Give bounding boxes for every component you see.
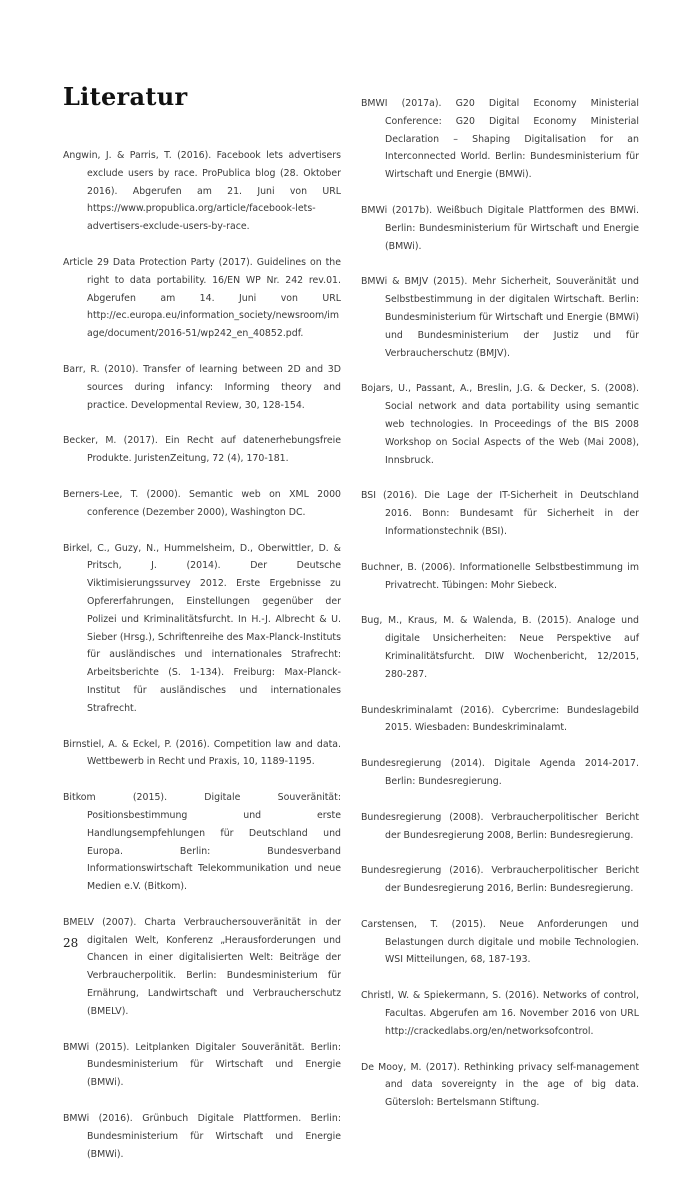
reference-entry: BSI (2016). Die Lage der IT-Sicherheit in Deutschland 2016. Bonn: Bundesamt für Sicherheit in der Informationstechnik (BSI). [361, 490, 639, 537]
reference-entry: Angwin, J. & Parris, T. (2016). Facebook lets advertisers exclude users by race. ProPublica blog (28. Oktober 2016). Abgerufen am 21. Juni von URL https://www.propublica.org/article/facebook-lets-advertisers-exclude-users-by-race. [63, 150, 341, 233]
references-right-column [361, 95, 639, 1130]
reference-entry: Bitkom (2015). Digitale Souveränität: Positionsbestimmung und erste Handlungsempfehlungen für Deutschland und Europa. Berlin: Bundesverband Informationswirtschaft Telekommunikation und neue Medien e.V. (Bitkom). [63, 792, 341, 893]
reference-entry: Bug, M., Kraus, M. & Walenda, B. (2015). Analoge und digitale Unsicherheiten: Neue Perspektive auf Kriminalitätsfurcht. DIW Wochenbericht, 12/2015, 280-287. [361, 615, 639, 680]
reference-entry: BMWI (2017a). G20 Digital Economy Ministerial Conference: G20 Digital Economy Ministerial Declaration – Shaping Digitalisation for an Interconnected World. Berlin: Bundesministerium für Wirtschaft und Energie (BMWi). [361, 98, 639, 181]
page-number: 28 [63, 936, 79, 950]
reference-entry: De Mooy, M. (2017). Rethinking privacy self-management and data sovereignty in the age of big data. Gütersloh: Bertelsmann Stiftung. [361, 1061, 639, 1109]
reference-entry: Bundesregierung (2016). Verbraucherpolitischer Bericht der Bundesregierung 2016, Berlin: Bundesregierung. [361, 865, 639, 895]
reference-entry: Buchner, B. (2006). Informationelle Selbstbestimmung im Privatrecht. Tübingen: Mohr Siebeck. [361, 561, 639, 591]
reference-entry: Christl, W. & Spiekermann, S. (2016). Networks of control, Facultas. Abgerufen am 16. November 2016 von URL http://crackedlabs.org/en/networksofcontrol. [361, 990, 639, 1037]
reference-entry: BMELV (2007). Charta Verbrauchersouveränität in der digitalen Welt, Konferenz „Herausforderungen und Chancen in einer digitalisierten Welt: Beiträge der Verbraucherpolitik. Berlin: Bundesministerium für Ernährung, Landwirtschaft und Verbraucherschutz (BMELV). [63, 916, 341, 1017]
reference-entry: BMWi (2016). Grünbuch Digitale Plattformen. Berlin: Bundesministerium für Wirtschaft und Energie (BMWi). [63, 1113, 341, 1160]
reference-entry: Becker, M. (2017). Ein Recht auf datenerhebungsfreie Produkte. JuristenZeitung, 72 (4), 170-181. [63, 435, 341, 465]
page-title: Literatur [63, 82, 188, 111]
reference-entry: Bojars, U., Passant, A., Breslin, J.G. & Decker, S. (2008). Social network and data portability using semantic web technologies. In Proceedings of the BIS 2008 Workshop on Social Aspects of the Web (Mai 2008), Innsbruck. [361, 383, 639, 466]
reference-entry: Bundeskriminalamt (2016). Cybercrime: Bundeslagebild 2015. Wiesbaden: Bundeskriminalamt. [361, 704, 639, 734]
reference-entry: Bundesregierung (2014). Digitale Agenda 2014-2017. Berlin: Bundesregierung. [361, 758, 639, 787]
reference-entry: Barr, R. (2010). Transfer of learning between 2D and 3D sources during infancy: Informing theory and practice. Developmental Review, 30, 128-154. [63, 363, 341, 411]
reference-entry: BMWi & BMJV (2015). Mehr Sicherheit, Souveränität und Selbstbestimmung in der digitalen Wirtschaft. Berlin: Bundesministerium für Wirtschaft und Energie (BMWi) und Bundesministerium der Justiz und für Verbraucherschutz (BMJV). [361, 276, 639, 359]
reference-entry: BMWi (2015). Leitplanken Digitaler Souveränität. Berlin: Bundesministerium für Wirtschaft und Energie (BMWi). [63, 1041, 341, 1089]
reference-entry: Birkel, C., Guzy, N., Hummelsheim, D., Oberwittler, D. & Pritsch, J. (2014). Der Deutsche Viktimisierungssurvey 2012. Erste Ergebnisse zu Opfererfahrungen, Einstellungen gegenüber der Polizei und Kriminalitätsfurcht. In H.-J. Albrecht & U. Sieber (Hrsg.), Schriftenreihe des Max-Planck-Instituts für ausländisches und internationales Strafrecht: Arbeitsberichte (S. 1-134). Freiburg: Max-Planck-Institut für ausländisches und internationales Strafrecht. [63, 542, 341, 714]
reference-entry: Birnstiel, A. & Eckel, P. (2016). Competition law and data. Wettbewerb in Recht und Praxis, 10, 1189-1195. [63, 738, 341, 768]
reference-entry: Berners-Lee, T. (2000). Semantic web on XML 2000 conference (Dezember 2000), Washington DC. [63, 488, 341, 518]
reference-entry: Article 29 Data Protection Party (2017). Guidelines on the right to data portability. 16/EN WP Nr. 242 rev.01. Abgerufen am 14. Juni von URL http://ec.europa.eu/information_society/newsroom/image/document/2016-51/wp242_en_40852.pdf. [63, 256, 341, 340]
reference-entry: Carstensen, T. (2015). Neue Anforderungen und Belastungen durch digitale und mobile Technologien. WSI Mitteilungen, 68, 187-193. [361, 918, 639, 966]
reference-entry: Bundesregierung (2008). Verbraucherpolitischer Bericht der Bundesregierung 2008, Berlin: Bundesregierung. [361, 811, 639, 841]
reference-entry: BMWi (2017b). Weißbuch Digitale Plattformen des BMWi. Berlin: Bundesministerium für Wirtschaft und Energie (BMWi). [361, 204, 639, 252]
references-left-column [63, 147, 341, 1181]
